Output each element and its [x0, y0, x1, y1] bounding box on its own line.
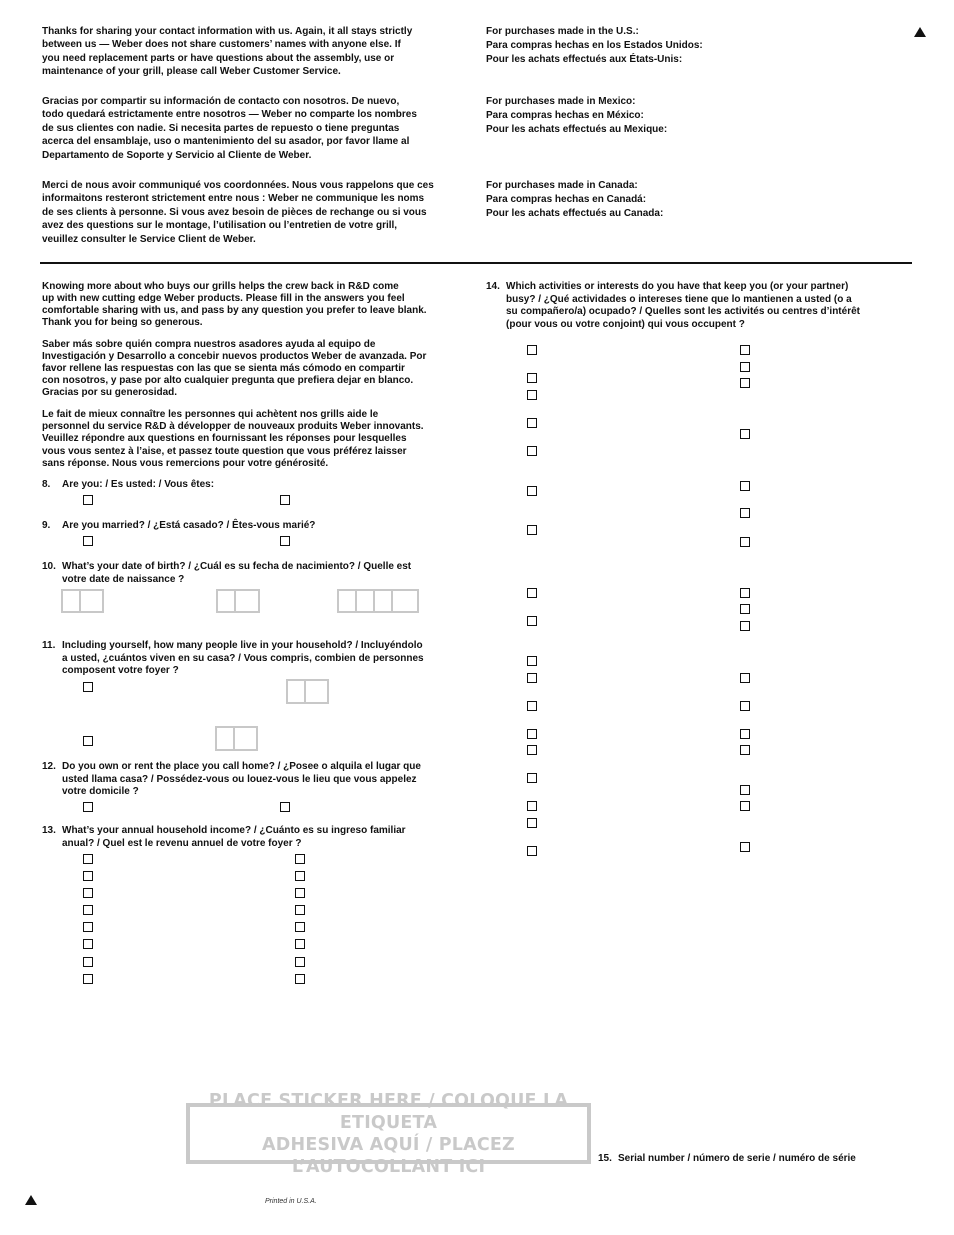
q14-checkbox[interactable] [527, 446, 537, 456]
q14-checkbox[interactable] [740, 745, 750, 755]
question-12-number: 12. [42, 761, 56, 772]
birth-day-input[interactable] [216, 589, 260, 613]
q13-checkbox[interactable] [295, 957, 305, 967]
q14-checkbox[interactable] [527, 801, 537, 811]
household-count-input[interactable] [215, 726, 258, 751]
q14-checkbox[interactable] [527, 701, 537, 711]
question-15-text: Serial number / número de serie / numéro de série [618, 1153, 856, 1164]
q13-checkbox[interactable] [83, 939, 93, 949]
question-13 [42, 825, 482, 853]
q14-checkbox[interactable] [527, 673, 537, 683]
q14-checkbox[interactable] [527, 745, 537, 755]
q13-checkbox[interactable] [295, 974, 305, 984]
sticker-instruction: PLACE STICKER HERE / COLOQUE LA ETIQUETA ADHESIVA AQUÍ / PLACEZ L’AUTOCOLLANT ICI [208, 1090, 569, 1177]
purchases-us: For purchases made in the U.S.: Para compras hechas en los Estados Unidos: Pour les achats effectués aux États-Unis: [486, 26, 703, 65]
q14-checkbox[interactable] [740, 842, 750, 852]
q14-checkbox[interactable] [527, 486, 537, 496]
question-14-text: Which activities or interests do you have that keep you (or your partner) busy? / ¿Qué actividades o intereses tiene que lo mantienen a usted (o a su compañero/a) ocupado? / Quelles sont les activités ou centres d’intérêt (pour vous ou votre conjoint) qui vous occupent ? [506, 281, 860, 330]
question-11-number: 11. [42, 640, 56, 651]
q13-checkbox[interactable] [83, 854, 93, 864]
q14-checkbox[interactable] [740, 362, 750, 372]
triangle-marker-icon [25, 1195, 37, 1205]
question-9-text: Are you married? / ¿Está casado? / Êtes-vous marié? [62, 520, 316, 531]
q14-checkbox[interactable] [527, 418, 537, 428]
question-9-number: 9. [42, 520, 51, 531]
q8-checkbox[interactable] [280, 495, 290, 505]
q14-checkbox[interactable] [740, 345, 750, 355]
privacy-text-en: Thanks for sharing your contact information with us. Again, it all stays strictly between us — Weber does not share customers’ names with anyone else. If you need replacement parts or have questions about the assembly, use or maintenance of your grill, please call Weber Customer Service. [42, 26, 413, 78]
q14-checkbox[interactable] [740, 621, 750, 631]
q14-checkbox[interactable] [527, 616, 537, 626]
q9-checkbox[interactable] [83, 536, 93, 546]
q11-checkbox[interactable] [83, 736, 93, 746]
q14-checkbox[interactable] [527, 656, 537, 666]
q9-checkbox[interactable] [280, 536, 290, 546]
intro-text-en: Knowing more about who buys our grills helps the crew back in R&D come up with new cutting edge Weber products. Please fill in the answers you feel comfortable sharing with us, and pass by any question you prefer to leave blank. Thank you for being so generous. [42, 281, 427, 328]
birth-year-input[interactable] [337, 589, 419, 613]
q14-checkbox[interactable] [527, 390, 537, 400]
q13-checkbox[interactable] [295, 905, 305, 915]
question-8-text: Are you: / Es usted: / Vous êtes: [62, 479, 215, 490]
q13-checkbox[interactable] [83, 888, 93, 898]
question-13-text: What’s your annual household income? / ¿Cuánto es su ingreso familiar anual? / Quel est le revenu annuel de votre foyer ? [62, 825, 406, 849]
purchases-mexico: For purchases made in Mexico: Para compras hechas en México: Pour les achats effectués au Mexique: [486, 96, 668, 135]
privacy-text-es: Gracias por compartir su información de contacto con nosotros. De nuevo, todo quedará estrictamente entre nosotros — Weber no comparte los nombres de sus clientes con nadie. Si necesita partes de repuesto o tiene preguntas acerca del ensamblaje, uso o mantenimiento del su asador, por favor llame al Departamento de Soporte y Servicio al Cliente de Weber. [42, 96, 417, 161]
triangle-marker-icon [914, 27, 926, 37]
question-10-text: What’s your date of birth? / ¿Cuál es su fecha de nacimiento? / Quelle est votre date de naissance ? [62, 561, 412, 585]
question-12-text: Do you own or rent the place you call home? / ¿Posee o alquila el lugar que usted llama casa? / Possédez-vous ou louez-vous le lieu que vous appelez votre domicile ? [62, 761, 421, 798]
question-15 [598, 1153, 928, 1167]
question-10-number: 10. [42, 561, 56, 572]
question-14 [486, 281, 916, 333]
q14-checkbox[interactable] [740, 701, 750, 711]
question-10 [42, 561, 482, 589]
q13-checkbox[interactable] [295, 939, 305, 949]
intro-text-fr: Le fait de mieux connaître les personnes qui achètent nos grills aide le personnel du service R&D à développer de nouveaux produits Weber innovants. Veuillez répondre aux questions en fournissant les réponses pour lesquelles vous vous sentez à l’aise, et passez toute question que vous préférez laisser sans réponse. Nous vous remercions pour votre générosité. [42, 409, 424, 469]
q14-checkbox[interactable] [740, 481, 750, 491]
q14-checkbox[interactable] [740, 673, 750, 683]
q14-checkbox[interactable] [740, 378, 750, 388]
q13-checkbox[interactable] [83, 905, 93, 915]
q13-checkbox[interactable] [83, 974, 93, 984]
q13-checkbox[interactable] [295, 854, 305, 864]
q13-checkbox[interactable] [83, 957, 93, 967]
q13-checkbox[interactable] [83, 871, 93, 881]
q14-checkbox[interactable] [527, 373, 537, 383]
q14-checkbox[interactable] [740, 537, 750, 547]
question-8-number: 8. [42, 479, 51, 490]
q14-checkbox[interactable] [527, 729, 537, 739]
printed-in-label: Printed in U.S.A. [265, 1198, 317, 1205]
q11-checkbox[interactable] [83, 682, 93, 692]
q12-checkbox[interactable] [280, 802, 290, 812]
q14-checkbox[interactable] [740, 508, 750, 518]
q13-checkbox[interactable] [295, 888, 305, 898]
question-11-text: Including yourself, how many people live in your household? / Incluyéndolo a usted, ¿cuántos viven en su casa? / Vous compris, combien de personnes composent votre foyer ? [62, 640, 424, 677]
purchases-canada: For purchases made in Canada: Para compras hechas en Canadá: Pour les achats effectués au Canada: [486, 180, 664, 219]
q14-checkbox[interactable] [527, 846, 537, 856]
q14-checkbox[interactable] [740, 729, 750, 739]
household-count-input[interactable] [286, 679, 329, 704]
q13-checkbox[interactable] [83, 922, 93, 932]
sticker-placement-area [186, 1090, 591, 1177]
q14-checkbox[interactable] [740, 785, 750, 795]
q14-checkbox[interactable] [527, 773, 537, 783]
q8-checkbox[interactable] [83, 495, 93, 505]
q14-checkbox[interactable] [527, 345, 537, 355]
question-15-number: 15. [598, 1153, 612, 1164]
section-divider [40, 262, 912, 264]
question-14-number: 14. [486, 281, 500, 292]
q13-checkbox[interactable] [295, 871, 305, 881]
q14-checkbox[interactable] [527, 525, 537, 535]
q14-checkbox[interactable] [527, 818, 537, 828]
question-8 [42, 479, 482, 493]
q13-checkbox[interactable] [295, 922, 305, 932]
q14-checkbox[interactable] [740, 588, 750, 598]
question-9 [42, 520, 482, 534]
privacy-text-fr: Merci de nous avoir communiqué vos coordonnées. Nous vous rappelons que ces informaitons resteront strictement entre nous : Weber ne communique les noms de ses clients à personne. Si vous avez besoin de pièces de rechange ou si vous avez des questions sur le montage, l’utilisation ou l’entretien de votre grill, veuillez consulter le Service Client de Weber. [42, 180, 434, 245]
question-12 [42, 761, 482, 801]
q14-checkbox[interactable] [740, 429, 750, 439]
question-11 [42, 640, 482, 680]
q14-checkbox[interactable] [740, 801, 750, 811]
q14-checkbox[interactable] [527, 588, 537, 598]
question-13-number: 13. [42, 825, 56, 836]
q14-checkbox[interactable] [740, 604, 750, 614]
q12-checkbox[interactable] [83, 802, 93, 812]
birth-month-input[interactable] [61, 589, 104, 613]
intro-text-es: Saber más sobre quién compra nuestros asadores ayuda al equipo de Investigación y Desarrollo a concebir nuevos productos Weber de avanzada. Por favor rellene las respuestas con las que se sienta más cómodo en compartir con nosotros, y pase por alto cualquier pregunta que prefiera dejar en blanco. Gracias por su generosidad. [42, 339, 427, 398]
